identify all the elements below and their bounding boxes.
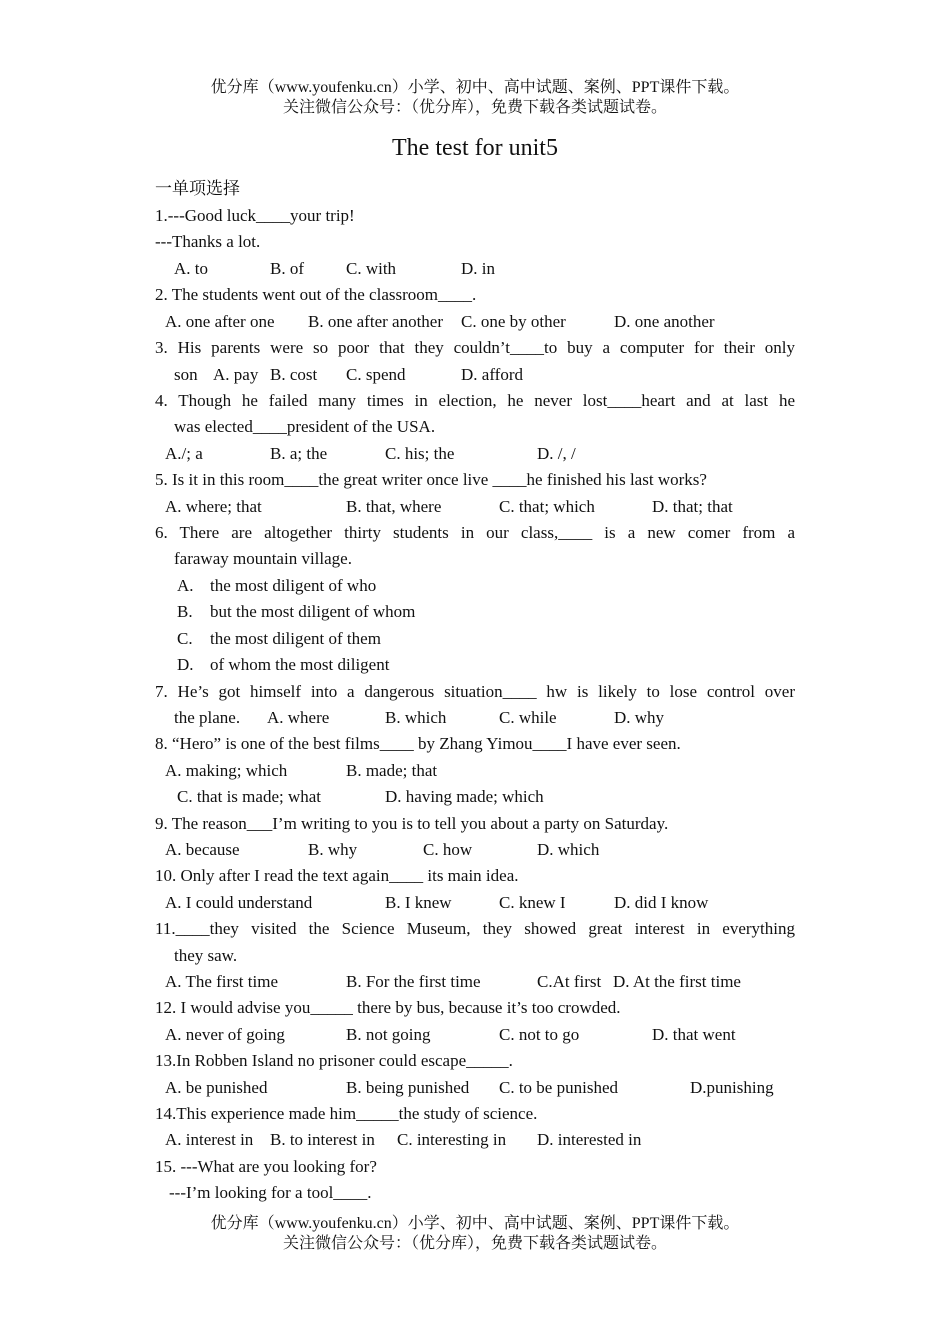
option-c: C. interesting in xyxy=(397,1130,507,1149)
question-9: 9. The reason___I’m writing to you is to tell you about a party on Saturday. xyxy=(155,814,669,833)
option-c: C. to be punished xyxy=(499,1078,618,1097)
option-d: D. /, / xyxy=(537,444,576,463)
option-d: D. why xyxy=(614,708,665,727)
option-d: D. interested in xyxy=(537,1130,642,1149)
option-d: D. which xyxy=(537,840,600,859)
option-d: D. one another xyxy=(614,312,715,331)
option-d: D.punishing xyxy=(690,1078,774,1097)
option-d: D. did I know xyxy=(614,893,709,912)
option-b: B. For the first time xyxy=(346,972,481,991)
option-b: B. to interest in xyxy=(270,1130,375,1149)
option-letter: C. xyxy=(177,629,193,648)
question-12: 12. I would advise you_____ there by bus, because it’s too crowded. xyxy=(155,998,621,1017)
option-a: A. never of going xyxy=(165,1025,285,1044)
question-2: 2. The students went out of the classroom____. xyxy=(155,285,477,304)
question-11: 11.____they visited the Science Museum, they showed great interest in everything xyxy=(155,919,795,938)
option-b: B. made; that xyxy=(346,761,438,780)
page-title: The test for unit5 xyxy=(392,135,558,161)
option-a: A. to xyxy=(174,259,208,278)
option-b: B. which xyxy=(385,708,447,727)
option-b: B. that, where xyxy=(346,497,442,516)
option-text: but the most diligent of whom xyxy=(210,602,416,621)
question-3: 3. His parents were so poor that they couldn’t____to buy a computer for their only xyxy=(155,338,795,357)
question-5: 5. Is it in this room____the great writer once live ____he finished his last works? xyxy=(155,470,707,489)
option-d: D. having made; which xyxy=(385,787,544,806)
option-letter: D. xyxy=(177,655,194,674)
question-4: 4. Though he failed many times in election, he never lost____heart and at last he xyxy=(155,391,795,410)
option-d: D. that went xyxy=(652,1025,736,1044)
option-c: C. not to go xyxy=(499,1025,580,1044)
question-7-continuation: the plane. xyxy=(174,708,241,727)
option-a: A. where xyxy=(267,708,330,727)
option-text: the most diligent of who xyxy=(210,576,377,595)
option-b: B. being punished xyxy=(346,1078,470,1097)
option-b: B. one after another xyxy=(308,312,443,331)
question-4-continuation: was elected____president of the USA. xyxy=(174,417,436,436)
question-7: 7. He’s got himself into a dangerous situation____ hw is likely to lose control over xyxy=(155,682,795,701)
option-c: C. with xyxy=(346,259,397,278)
option-a: A./; a xyxy=(165,444,203,463)
footer-line-1: 优分库（www.youfenku.cn）小学、初中、高中试题、案例、PPT课件下载。 xyxy=(210,1215,740,1232)
question-1-reply: ---Thanks a lot. xyxy=(155,232,261,251)
question-6-continuation: faraway mountain village. xyxy=(174,549,352,568)
option-d: D. that; that xyxy=(652,497,733,516)
header-line-2: 关注微信公众号：（优分库），免费下载各类试题试卷。 xyxy=(282,99,667,116)
option-text: of whom the most diligent xyxy=(210,655,390,674)
question-8: 8. “Hero” is one of the best films____ by Zhang Yimou____I have ever seen. xyxy=(155,734,681,753)
footer-line-2: 关注微信公众号：（优分库），免费下载各类试题试卷。 xyxy=(282,1235,667,1252)
question-1: 1.---Good luck____your trip! xyxy=(155,206,355,225)
option-b: B. cost xyxy=(270,365,318,384)
option-c: C. spend xyxy=(346,365,406,384)
option-d: D. in xyxy=(461,259,495,278)
option-c: C. one by other xyxy=(461,312,566,331)
option-a: A. be punished xyxy=(165,1078,268,1097)
option-letter: B. xyxy=(177,602,193,621)
section-heading: 一单项选择 xyxy=(155,179,240,198)
option-a: A. one after one xyxy=(165,312,275,331)
option-c: C. that is made; what xyxy=(177,787,322,806)
option-b: B. why xyxy=(308,840,358,859)
option-b: B. a; the xyxy=(270,444,328,463)
option-c: C.At first xyxy=(537,972,602,991)
option-a: A. because xyxy=(165,840,240,859)
option-a: A. I could understand xyxy=(165,893,313,912)
option-text: the most diligent of them xyxy=(210,629,381,648)
option-b: B. I knew xyxy=(385,893,452,912)
option-a: A. The first time xyxy=(165,972,278,991)
option-d: D. At the first time xyxy=(613,972,741,991)
question-13: 13.In Robben Island no prisoner could escape_____. xyxy=(155,1051,513,1070)
question-11-continuation: they saw. xyxy=(174,946,238,965)
option-d: D. afford xyxy=(461,365,523,384)
question-3-continuation: son xyxy=(174,365,198,384)
header-line-1: 优分库（www.youfenku.cn）小学、初中、高中试题、案例、PPT课件下载。 xyxy=(210,79,740,96)
option-c: C. that; which xyxy=(499,497,595,516)
option-a: A. where; that xyxy=(165,497,262,516)
option-b: B. of xyxy=(270,259,304,278)
option-letter: A. xyxy=(177,576,194,595)
option-c: C. knew I xyxy=(499,893,566,912)
question-14: 14.This experience made him_____the study of science. xyxy=(155,1104,538,1123)
question-6: 6. There are altogether thirty students in our class,____ is a new comer from a xyxy=(155,523,795,542)
option-a: A. pay xyxy=(213,365,259,384)
option-a: A. interest in xyxy=(165,1130,254,1149)
option-c: C. while xyxy=(499,708,557,727)
question-10: 10. Only after I read the text again____ its main idea. xyxy=(155,866,519,885)
option-c: C. how xyxy=(423,840,473,859)
option-b: B. not going xyxy=(346,1025,431,1044)
question-15-reply: ---I’m looking for a tool____. xyxy=(169,1183,372,1202)
option-c: C. his; the xyxy=(385,444,455,463)
question-15: 15. ---What are you looking for? xyxy=(155,1157,377,1176)
option-a: A. making; which xyxy=(165,761,288,780)
